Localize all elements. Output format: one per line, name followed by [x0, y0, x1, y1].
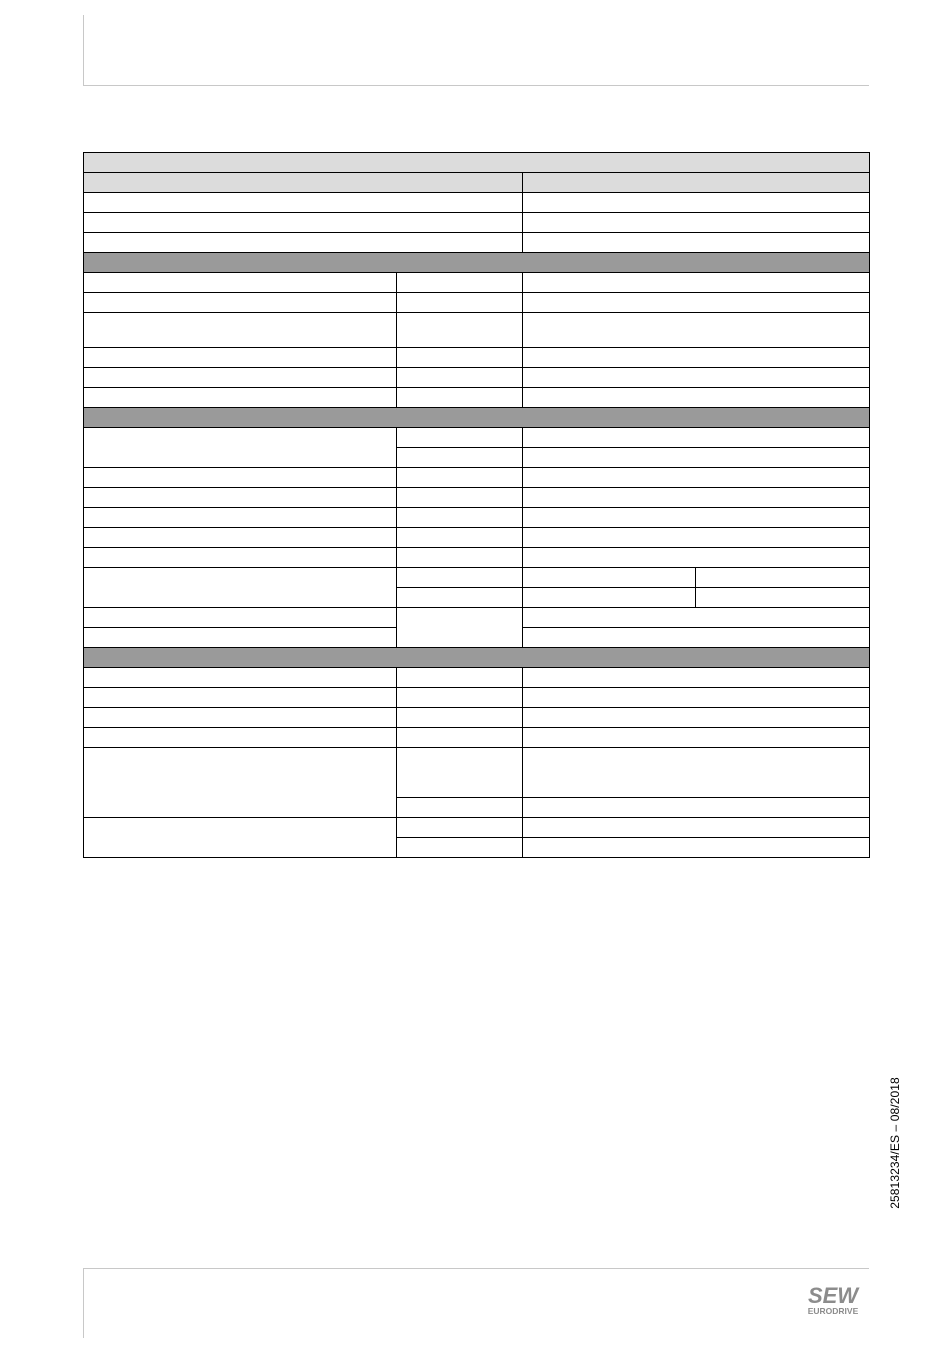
logo-graphic [796, 1283, 870, 1317]
table-cell [84, 608, 397, 628]
table-row [84, 528, 870, 548]
table-cell [523, 193, 870, 213]
table-cell [397, 508, 523, 528]
logo-sub: EURODRIVE [807, 1306, 859, 1316]
table-cell [397, 293, 523, 313]
table-cell [84, 728, 397, 748]
table-cell [523, 273, 870, 293]
table-cell [397, 468, 523, 488]
table-cell [397, 588, 523, 608]
table-cell [523, 368, 870, 388]
table-cell [523, 508, 870, 528]
header-margin-line [83, 15, 84, 85]
table-cell [84, 468, 397, 488]
table-cell [84, 368, 397, 388]
table-title-row [84, 153, 870, 173]
table-cell [523, 468, 870, 488]
table-cell [523, 588, 696, 608]
table-cell [523, 628, 870, 648]
table-cell [523, 548, 870, 568]
table-cell [397, 748, 523, 798]
table-row [84, 468, 870, 488]
table-row [84, 688, 870, 708]
table-cell [523, 838, 870, 858]
table-cell [397, 548, 523, 568]
table-cell [84, 293, 397, 313]
table-cell [397, 728, 523, 748]
table-cell [523, 488, 870, 508]
sew-eurodrive-logo [796, 1283, 870, 1317]
table-cell [84, 748, 397, 818]
table-row [84, 548, 870, 568]
table-cell [397, 448, 523, 468]
table-row [84, 568, 870, 588]
spec-table [83, 152, 870, 858]
table-cell [523, 348, 870, 368]
table-cell [523, 818, 870, 838]
header-rule [83, 85, 869, 86]
table-row [84, 233, 870, 253]
table-cell [84, 213, 523, 233]
table-cell [84, 428, 397, 468]
table-cell [397, 488, 523, 508]
table-cell [523, 528, 870, 548]
document-code-text: 25813234/ES – 08/2018 [888, 1077, 902, 1209]
table-cell [523, 728, 870, 748]
footer-rule [83, 1268, 869, 1269]
table-cell [696, 588, 870, 608]
table-cell [397, 388, 523, 408]
table-cell [523, 568, 696, 588]
table-cell [397, 313, 523, 348]
table-row [84, 728, 870, 748]
table-cell [397, 273, 523, 293]
table-section-row [84, 648, 870, 668]
table-cell [84, 348, 397, 368]
table-cell [84, 408, 870, 428]
table-cell [523, 233, 870, 253]
table-row [84, 293, 870, 313]
table-cell [84, 548, 397, 568]
table-cell [84, 173, 523, 193]
table-cell [84, 528, 397, 548]
table-row [84, 193, 870, 213]
logo-brand: SEW [807, 1283, 859, 1308]
table-row [84, 348, 870, 368]
table-row [84, 428, 870, 448]
table-cell [397, 568, 523, 588]
table-cell [523, 293, 870, 313]
table-cell [397, 798, 523, 818]
table-cell [523, 388, 870, 408]
table-cell [84, 628, 397, 648]
table-cell [523, 173, 870, 193]
table-cell [84, 388, 397, 408]
table-cell [523, 313, 870, 348]
table-cell [84, 688, 397, 708]
table-cell [523, 428, 870, 448]
table-cell [397, 428, 523, 448]
table-cell [84, 273, 397, 293]
table-cell [84, 708, 397, 728]
table-section-row [84, 253, 870, 273]
table-cell [523, 448, 870, 468]
table-cell [397, 348, 523, 368]
table-cell [84, 253, 870, 273]
table-cell [397, 818, 523, 838]
table-cell [523, 708, 870, 728]
table-cell [397, 708, 523, 728]
table-cell [696, 568, 870, 588]
table-cell [523, 213, 870, 233]
table-cell [397, 368, 523, 388]
table-cell [397, 838, 523, 858]
table-cell [523, 798, 870, 818]
table-cell [84, 488, 397, 508]
table-row [84, 708, 870, 728]
table-section-row [84, 408, 870, 428]
table-cell [84, 818, 397, 858]
table-row [84, 748, 870, 798]
table-cell [397, 528, 523, 548]
table-row [84, 508, 870, 528]
table-cell [523, 608, 870, 628]
table-cell [523, 748, 870, 798]
table-cell [397, 668, 523, 688]
table-cell [84, 568, 397, 608]
table-row [84, 818, 870, 838]
table-cell [84, 668, 397, 688]
table-row [84, 668, 870, 688]
table-cell [84, 153, 870, 173]
table-cell [84, 508, 397, 528]
table-row [84, 273, 870, 293]
table-row [84, 488, 870, 508]
table-cell [84, 233, 523, 253]
table-cell [397, 608, 523, 648]
table-cell [397, 688, 523, 708]
table-header-row [84, 173, 870, 193]
table-cell [84, 193, 523, 213]
table-cell [523, 688, 870, 708]
table-cell [84, 648, 870, 668]
table-row [84, 608, 870, 628]
table-cell [84, 313, 397, 348]
table-cell [523, 668, 870, 688]
table-row [84, 213, 870, 233]
table-row [84, 368, 870, 388]
table-row [84, 388, 870, 408]
footer-margin-line [83, 1268, 84, 1338]
table-row [84, 313, 870, 348]
